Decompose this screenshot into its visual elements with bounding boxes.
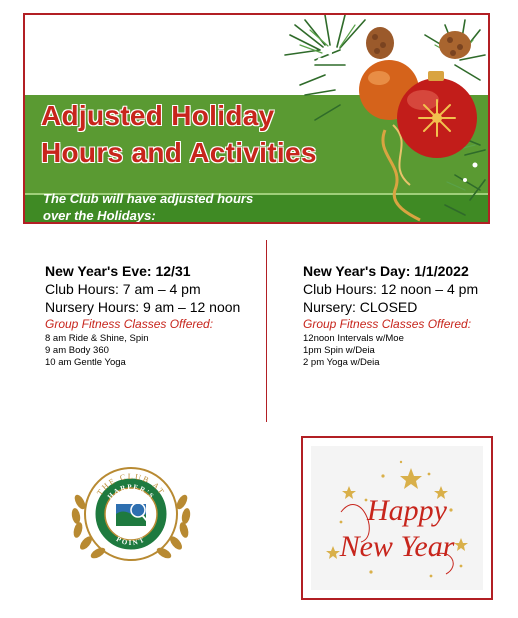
- class-item: 8 am Ride & Shine, Spin: [45, 333, 149, 344]
- club-logo: [66, 452, 196, 572]
- happy-new-year-illustration: [311, 446, 483, 590]
- class-item: 1pm Spin w/Deia: [303, 345, 375, 356]
- class-item: 2 pm Yoga w/Deia: [303, 357, 380, 368]
- holiday-banner: [23, 13, 490, 224]
- logo-text-middle: HARPER'S: [106, 482, 157, 501]
- class-item: 10 am Gentle Yoga: [45, 357, 126, 368]
- day-heading: New Year's Day: 1/1/2022: [303, 263, 469, 279]
- class-item: 9 am Body 360: [45, 345, 109, 356]
- class-item: 12noon Intervals w/Moe: [303, 333, 404, 344]
- column-divider: [266, 240, 267, 422]
- logo-text-bottom: POINT: [114, 535, 148, 548]
- banner-subtitle: [43, 190, 303, 224]
- banner-subtitle-line-2: over the Holidays:: [43, 208, 156, 223]
- happy-new-year-card: [301, 436, 493, 600]
- banner-title-line-1: Adjusted Holiday: [41, 100, 275, 131]
- greeting-line-1: Happy: [367, 494, 447, 527]
- banner-subtitle-line-1: The Club will have adjusted hours: [43, 191, 254, 206]
- club-hours: Club Hours: 12 noon – 4 pm: [303, 281, 479, 297]
- nursery-hours: Nursery: CLOSED: [303, 299, 418, 315]
- class-list: [303, 333, 518, 369]
- schedule-new-years-day: [303, 262, 518, 369]
- class-list: [45, 333, 265, 369]
- fitness-heading: Group Fitness Classes Offered:: [45, 317, 214, 331]
- banner-title: [41, 97, 317, 171]
- logo-text-top: THE CLUB AT: [95, 471, 167, 498]
- nursery-hours: Nursery Hours: 9 am – 12 noon: [45, 299, 241, 315]
- fitness-heading: Group Fitness Classes Offered:: [303, 317, 472, 331]
- banner-title-line-2: Hours and Activities: [41, 137, 317, 168]
- schedule-new-years-eve: [45, 262, 265, 369]
- greeting-line-2: New Year: [339, 530, 455, 563]
- club-hours: Club Hours: 7 am – 4 pm: [45, 281, 201, 297]
- day-heading: New Year's Eve: 12/31: [45, 263, 191, 279]
